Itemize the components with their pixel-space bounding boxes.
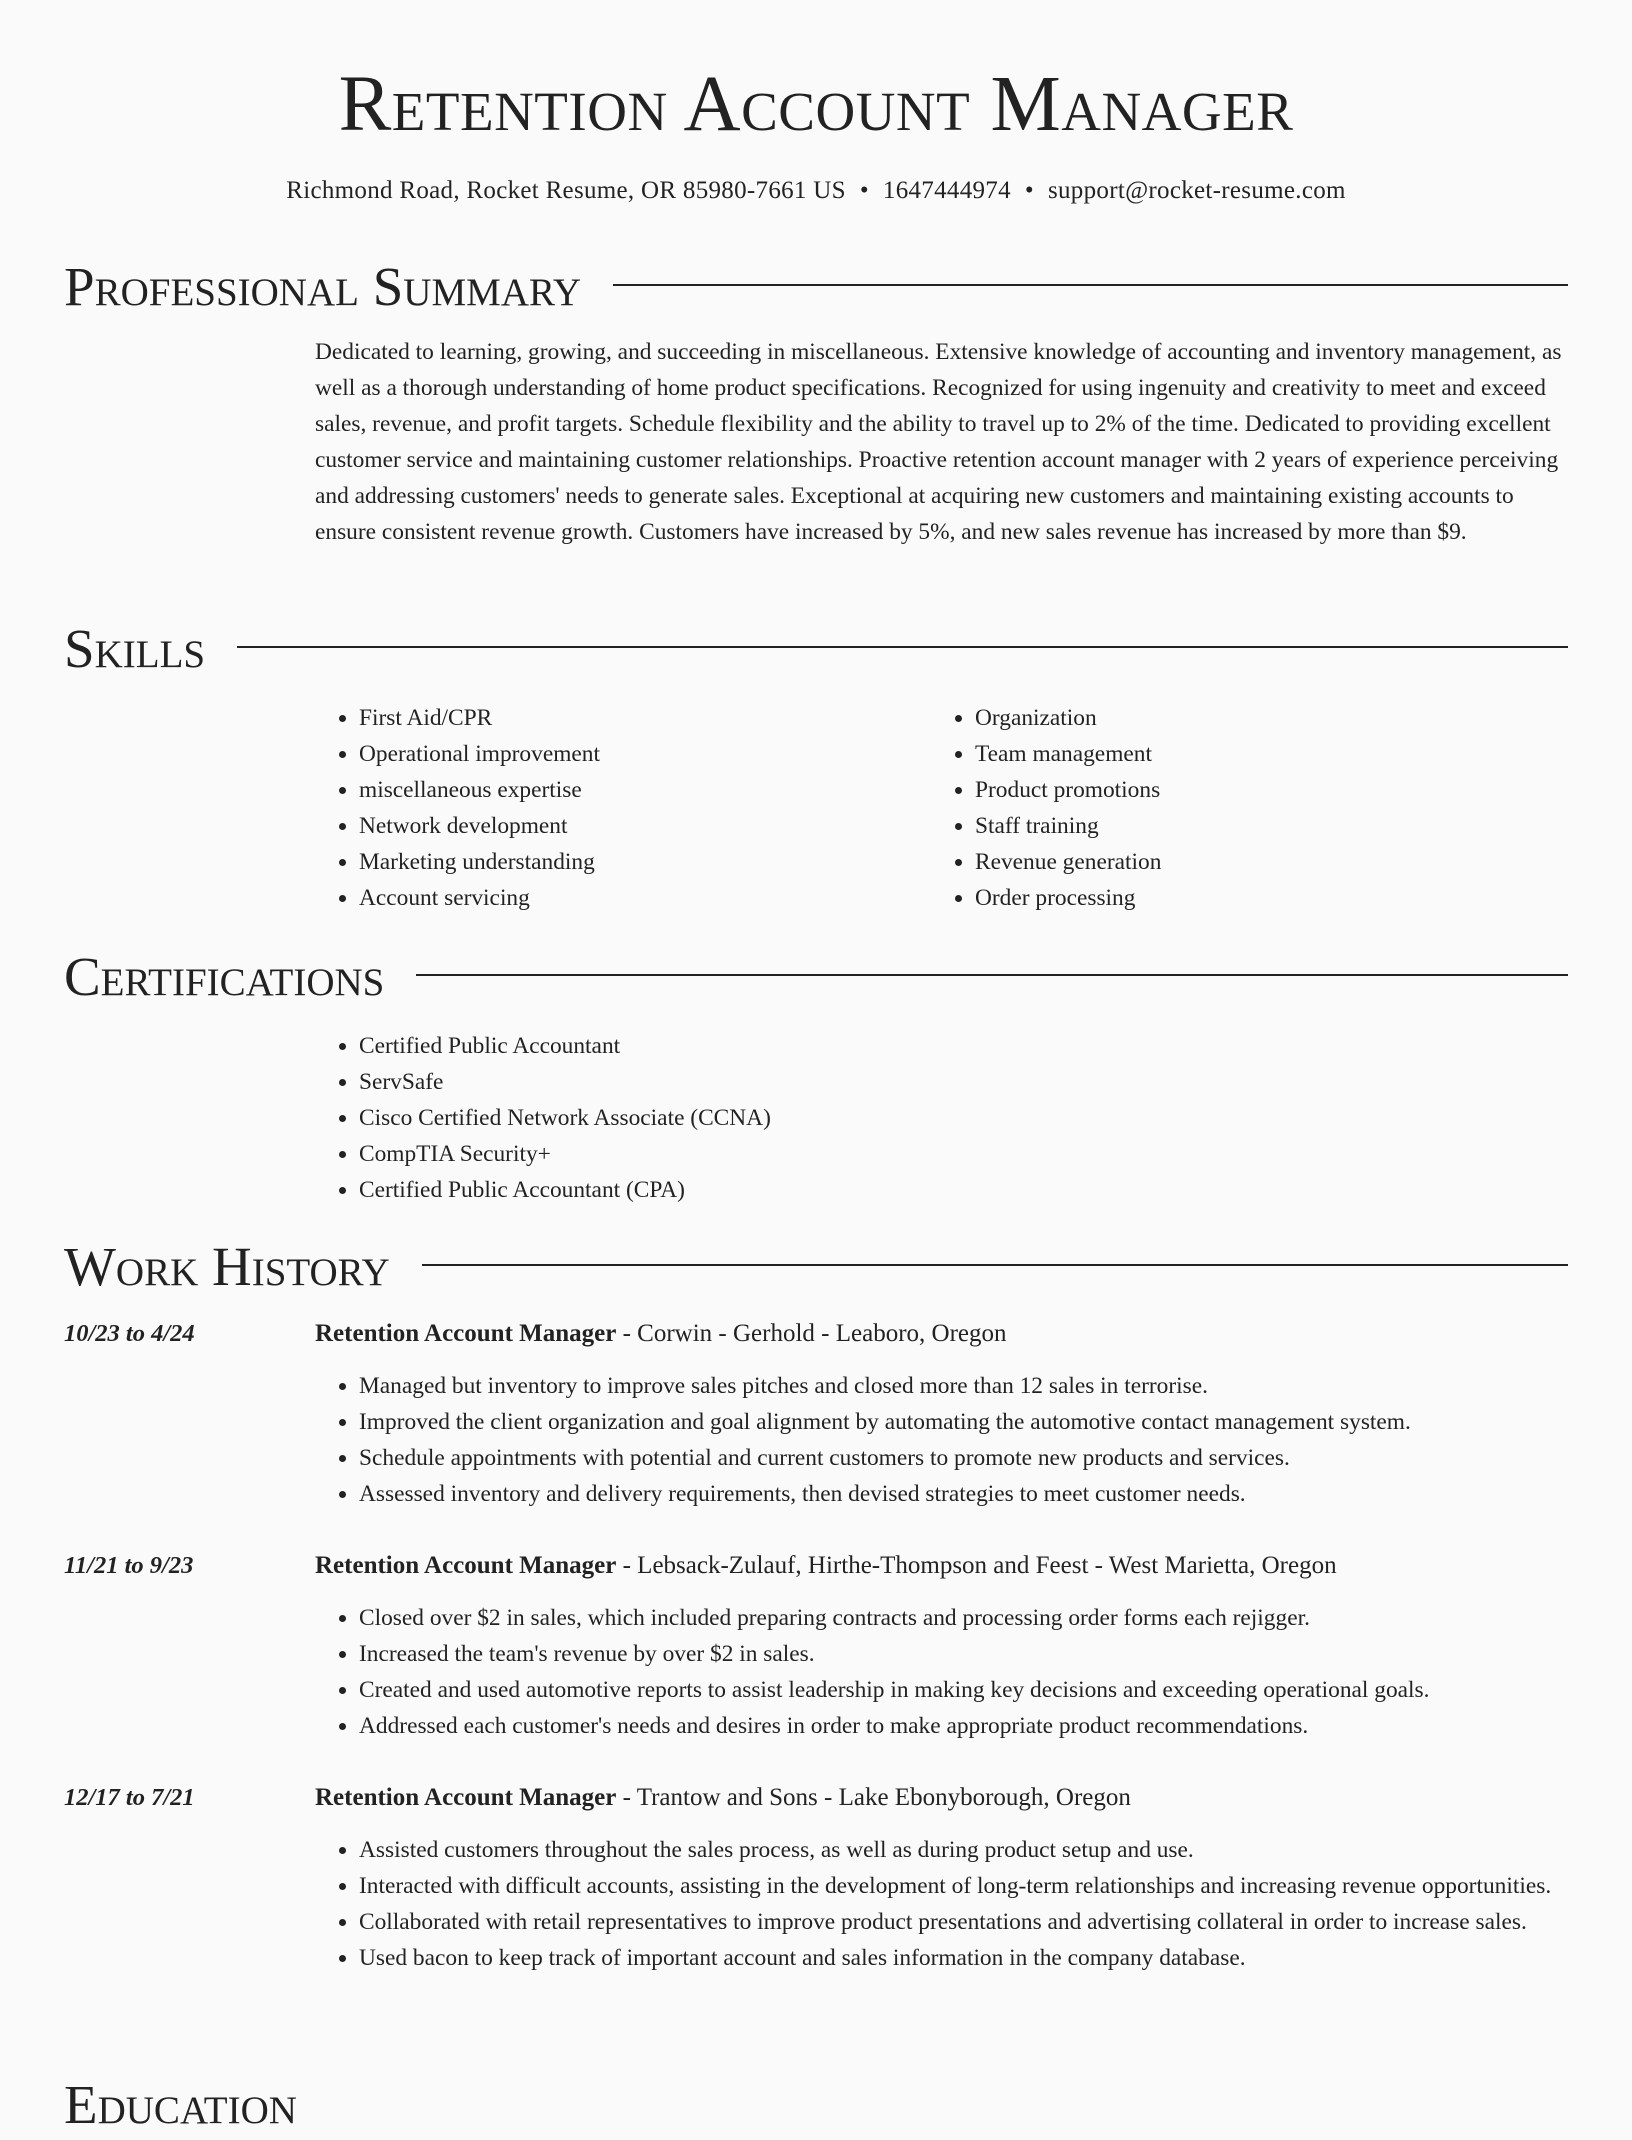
- job-employer: - Trantow and Sons - Lake Ebonyborough, Oregon: [616, 1784, 1131, 1811]
- job-bullet: • Collaborated with retail representatives to improve product presentations and advertising collateral in order to increase sales.: [359, 1904, 1568, 1940]
- contact-separator: •: [1024, 177, 1034, 204]
- job-bullets: [315, 1600, 1568, 1744]
- summary-section: [64, 252, 1568, 550]
- job-heading: [315, 1548, 1337, 1584]
- section-header: [64, 1232, 1568, 1302]
- skill-item: • Operational improvement: [359, 736, 931, 772]
- job-employer: - Corwin - Gerhold - Leaboro, Oregon: [616, 1320, 1007, 1347]
- certifications-section: [64, 942, 1568, 1208]
- resume-page: [64, 0, 1568, 2135]
- contact-email[interactable]: support@rocket-resume.com: [1047, 177, 1346, 204]
- skill-item: • Account servicing: [359, 880, 931, 916]
- job-entry: [64, 1780, 1568, 1976]
- job-entry: [64, 1548, 1568, 1744]
- job-bullet: • Increased the team's revenue by over $2 in sales.: [359, 1636, 1568, 1672]
- job-bullet: • Interacted with difficult accounts, assisting in the development of long-term relationships and increasing revenue opportunities.: [359, 1868, 1568, 1904]
- certifications-list: [315, 1028, 1568, 1208]
- job-bullet: • Assisted customers throughout the sales process, as well as during product setup and use.: [359, 1832, 1568, 1868]
- contact-phone: 1647444974: [882, 177, 1011, 204]
- skill-item: • miscellaneous expertise: [359, 772, 931, 808]
- section-title: Certifications: [64, 946, 385, 1007]
- contact-address: Richmond Road, Rocket Resume, OR 85980-7661 US: [286, 177, 846, 204]
- job-bullet: • Assessed inventory and delivery requirements, then devised strategies to meet customer needs.: [359, 1476, 1568, 1512]
- job-entry: [64, 1316, 1568, 1512]
- job-dates: 12/17 to 7/21: [64, 1784, 195, 1811]
- job-employer: - Lebsack-Zulauf, Hirthe-Thompson and Feest - West Marietta, Oregon: [616, 1552, 1337, 1579]
- certification-item: • Certified Public Accountant: [359, 1028, 1568, 1064]
- section-header: [64, 614, 1568, 684]
- skill-item: • First Aid/CPR: [359, 700, 931, 736]
- skill-item: • Order processing: [975, 880, 1547, 916]
- certification-item: • ServSafe: [359, 1064, 1568, 1100]
- work-history-section: [64, 1232, 1568, 1971]
- job-title: Retention Account Manager: [315, 1552, 617, 1579]
- skill-item: • Marketing understanding: [359, 844, 931, 880]
- section-divider: [237, 646, 1568, 648]
- job-bullet: • Managed but inventory to improve sales pitches and closed more than 12 sales in terrorise.: [359, 1368, 1568, 1404]
- section-title: Skills: [64, 618, 206, 679]
- job-bullets: [315, 1368, 1568, 1512]
- job-bullets: [315, 1832, 1568, 1976]
- resume-name: Retention Account Manager: [338, 61, 1294, 148]
- job-title: Retention Account Manager: [315, 1784, 617, 1811]
- job-bullet: • Closed over $2 in sales, which included preparing contracts and processing order forms each rejigger.: [359, 1600, 1568, 1636]
- section-divider: [416, 974, 1568, 976]
- skills-section: [64, 614, 1568, 916]
- section-header: [64, 252, 1568, 322]
- job-dates: 11/21 to 9/23: [64, 1552, 194, 1579]
- job-bullet: • Addressed each customer's needs and desires in order to make appropriate product recommendations.: [359, 1708, 1568, 1744]
- job-bullet: • Created and used automotive reports to assist leadership in making key decisions and exceeding operational goals.: [359, 1672, 1568, 1708]
- job-bullet: • Improved the client organization and goal alignment by automating the automotive contact management system.: [359, 1404, 1568, 1440]
- section-title: Professional Summary: [64, 256, 582, 317]
- skills-list-left: [315, 700, 931, 916]
- job-dates: 10/23 to 4/24: [64, 1320, 195, 1347]
- job-bullet: • Schedule appointments with potential and current customers to promote new products and services.: [359, 1440, 1568, 1476]
- skill-item: • Revenue generation: [975, 844, 1547, 880]
- certification-item: • Cisco Certified Network Associate (CCNA): [359, 1100, 1568, 1136]
- skill-item: • Network development: [359, 808, 931, 844]
- contact-line: [64, 176, 1568, 206]
- job-bullet: • Used bacon to keep track of important account and sales information in the company database.: [359, 1940, 1568, 1976]
- section-divider: [422, 1264, 1568, 1266]
- skill-item: • Staff training: [975, 808, 1547, 844]
- skills-list-right: [931, 700, 1547, 916]
- contact-separator: •: [859, 177, 869, 204]
- section-divider: [613, 284, 1568, 286]
- section-header: [64, 2070, 1568, 2140]
- job-heading: [315, 1316, 1007, 1352]
- skill-item: • Product promotions: [975, 772, 1547, 808]
- section-header: [64, 942, 1568, 1012]
- certification-item: • CompTIA Security+: [359, 1136, 1568, 1172]
- skill-item: • Team management: [975, 736, 1547, 772]
- certification-item: • Certified Public Accountant (CPA): [359, 1172, 1568, 1208]
- skills-grid: [315, 700, 1568, 916]
- job-heading: [315, 1780, 1131, 1816]
- skill-item: • Organization: [975, 700, 1547, 736]
- education-section: [64, 2070, 1568, 2140]
- summary-text: Dedicated to learning, growing, and succeeding in miscellaneous. Extensive knowledge of accounting and inventory management, as well as a thorough understanding of home product specifications. Recognized for using ingenuity and creativity to meet and exceed sales, revenue, and profit targets. Schedule flexibility and the ability to travel up to 2% of the time. Dedicated to providing excellent customer service and maintaining customer relationships. Proactive retention account manager with 2 years of experience perceiving and addressing customers' needs to generate sales. Exceptional at acquiring new customers and maintaining existing accounts to ensure consistent revenue growth. Customers have increased by 5%, and new sales revenue has increased by more than $9.: [315, 339, 1562, 545]
- section-title: Work History: [64, 1236, 390, 1297]
- job-title: Retention Account Manager: [315, 1320, 617, 1347]
- section-title: Education: [64, 2074, 297, 2135]
